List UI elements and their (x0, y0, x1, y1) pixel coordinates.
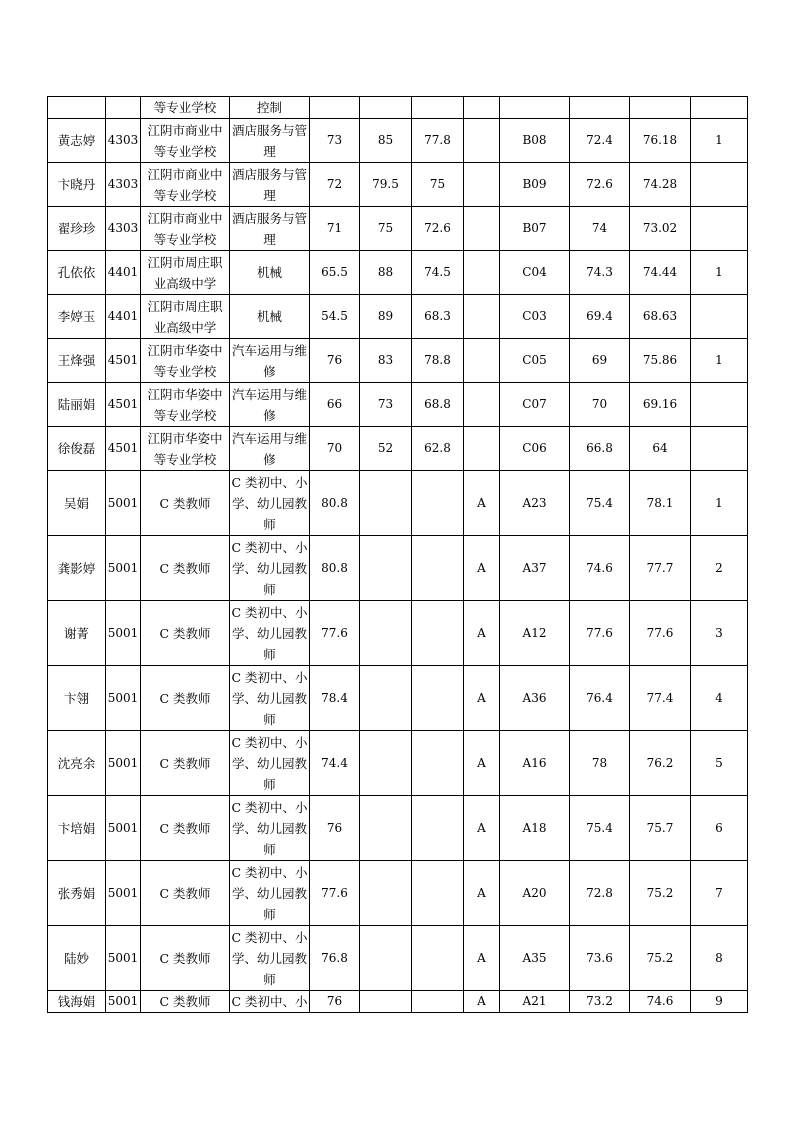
rank-cell: 2 (691, 536, 748, 601)
grade-cell: A (464, 471, 500, 536)
interview-score-cell: 72.4 (570, 119, 630, 163)
school-cell: C 类教师 (141, 731, 230, 796)
total-score-cell: 69.16 (630, 383, 691, 427)
total-score-cell (630, 97, 691, 119)
seat-number-cell: C07 (500, 383, 570, 427)
score-1-cell: 77.6 (310, 861, 360, 926)
rank-cell: 3 (691, 601, 748, 666)
score-1-cell: 78.4 (310, 666, 360, 731)
score-1-cell: 76.8 (310, 926, 360, 991)
candidate-name-cell: 陆妙 (48, 926, 106, 991)
score-3-cell: 77.8 (412, 119, 464, 163)
grade-cell (464, 163, 500, 207)
table-row (48, 991, 748, 1013)
total-score-cell: 73.02 (630, 207, 691, 251)
position-code-cell: 4303 (106, 207, 141, 251)
grade-cell (464, 207, 500, 251)
seat-number-cell: A18 (500, 796, 570, 861)
school-cell: C 类教师 (141, 666, 230, 731)
seat-number-cell: C05 (500, 339, 570, 383)
position-code-cell: 4401 (106, 251, 141, 295)
table-row (48, 536, 748, 601)
interview-score-cell: 75.4 (570, 796, 630, 861)
grade-cell (464, 251, 500, 295)
school-cell: C 类教师 (141, 796, 230, 861)
score-1-cell: 65.5 (310, 251, 360, 295)
interview-score-cell: 72.8 (570, 861, 630, 926)
total-score-cell: 77.4 (630, 666, 691, 731)
total-score-cell: 68.63 (630, 295, 691, 339)
score-3-cell (412, 97, 464, 119)
major-cell: 机械 (230, 295, 310, 339)
score-3-cell: 68.3 (412, 295, 464, 339)
score-2-cell (360, 471, 412, 536)
position-code-cell: 5001 (106, 536, 141, 601)
score-3-cell: 74.5 (412, 251, 464, 295)
rank-cell: 1 (691, 251, 748, 295)
grade-cell: A (464, 861, 500, 926)
rank-cell: 1 (691, 339, 748, 383)
rank-cell: 8 (691, 926, 748, 991)
score-3-cell (412, 861, 464, 926)
rank-cell: 6 (691, 796, 748, 861)
major-cell: 酒店服务与管理 (230, 119, 310, 163)
interview-score-cell: 77.6 (570, 601, 630, 666)
school-cell: 江阴市华姿中等专业学校 (141, 383, 230, 427)
score-1-cell: 70 (310, 427, 360, 471)
grade-cell: A (464, 796, 500, 861)
candidate-name-cell (48, 97, 106, 119)
grade-cell: A (464, 601, 500, 666)
grade-cell: A (464, 536, 500, 601)
score-2-cell: 83 (360, 339, 412, 383)
major-cell: C 类初中、小 (230, 991, 310, 1013)
grade-cell: A (464, 666, 500, 731)
position-code-cell: 4501 (106, 383, 141, 427)
score-2-cell (360, 97, 412, 119)
position-code-cell: 4303 (106, 163, 141, 207)
score-1-cell: 80.8 (310, 536, 360, 601)
table-row (48, 97, 748, 119)
seat-number-cell: B09 (500, 163, 570, 207)
total-score-cell: 74.44 (630, 251, 691, 295)
position-code-cell: 5001 (106, 731, 141, 796)
position-code-cell: 4303 (106, 119, 141, 163)
interview-score-cell: 78 (570, 731, 630, 796)
table-row (48, 119, 748, 163)
table-row (48, 601, 748, 666)
seat-number-cell: C03 (500, 295, 570, 339)
major-cell: C 类初中、小学、幼儿园教师 (230, 796, 310, 861)
candidate-name-cell: 徐俊磊 (48, 427, 106, 471)
candidate-name-cell: 陆丽娟 (48, 383, 106, 427)
results-table (47, 96, 748, 1013)
interview-score-cell: 74.6 (570, 536, 630, 601)
candidate-name-cell: 孔依依 (48, 251, 106, 295)
score-2-cell: 89 (360, 295, 412, 339)
position-code-cell: 5001 (106, 796, 141, 861)
score-3-cell (412, 666, 464, 731)
major-cell: 汽车运用与维修 (230, 427, 310, 471)
score-2-cell: 85 (360, 119, 412, 163)
score-3-cell (412, 601, 464, 666)
major-cell: C 类初中、小学、幼儿园教师 (230, 666, 310, 731)
rank-cell (691, 97, 748, 119)
school-cell: 江阴市华姿中等专业学校 (141, 427, 230, 471)
score-1-cell: 72 (310, 163, 360, 207)
interview-score-cell: 70 (570, 383, 630, 427)
total-score-cell: 77.6 (630, 601, 691, 666)
grade-cell (464, 383, 500, 427)
candidate-name-cell: 钱海娟 (48, 991, 106, 1013)
seat-number-cell: A12 (500, 601, 570, 666)
score-2-cell (360, 991, 412, 1013)
seat-number-cell: A35 (500, 926, 570, 991)
total-score-cell: 74.28 (630, 163, 691, 207)
seat-number-cell: A20 (500, 861, 570, 926)
score-3-cell (412, 536, 464, 601)
rank-cell: 1 (691, 471, 748, 536)
rank-cell (691, 383, 748, 427)
candidate-name-cell: 翟珍珍 (48, 207, 106, 251)
candidate-name-cell: 黄志婷 (48, 119, 106, 163)
grade-cell: A (464, 731, 500, 796)
score-2-cell (360, 536, 412, 601)
major-cell: C 类初中、小学、幼儿园教师 (230, 731, 310, 796)
position-code-cell: 5001 (106, 471, 141, 536)
school-cell: C 类教师 (141, 861, 230, 926)
total-score-cell: 74.6 (630, 991, 691, 1013)
table-row (48, 471, 748, 536)
rank-cell (691, 207, 748, 251)
score-1-cell: 66 (310, 383, 360, 427)
score-1-cell: 71 (310, 207, 360, 251)
school-cell: C 类教师 (141, 926, 230, 991)
interview-score-cell: 74.3 (570, 251, 630, 295)
score-1-cell: 76 (310, 339, 360, 383)
major-cell: C 类初中、小学、幼儿园教师 (230, 536, 310, 601)
grade-cell (464, 295, 500, 339)
major-cell: 汽车运用与维修 (230, 383, 310, 427)
major-cell: 控制 (230, 97, 310, 119)
total-score-cell: 64 (630, 427, 691, 471)
school-cell: 江阴市商业中等专业学校 (141, 207, 230, 251)
score-2-cell: 79.5 (360, 163, 412, 207)
score-1-cell: 77.6 (310, 601, 360, 666)
rank-cell: 5 (691, 731, 748, 796)
interview-score-cell: 74 (570, 207, 630, 251)
interview-score-cell: 73.2 (570, 991, 630, 1013)
rank-cell: 9 (691, 991, 748, 1013)
school-cell: C 类教师 (141, 601, 230, 666)
score-3-cell (412, 731, 464, 796)
position-code-cell: 5001 (106, 601, 141, 666)
score-1-cell: 73 (310, 119, 360, 163)
table-row (48, 383, 748, 427)
major-cell: C 类初中、小学、幼儿园教师 (230, 861, 310, 926)
score-2-cell: 88 (360, 251, 412, 295)
table-row (48, 163, 748, 207)
score-3-cell: 78.8 (412, 339, 464, 383)
table-row (48, 295, 748, 339)
school-cell: C 类教师 (141, 471, 230, 536)
major-cell: 酒店服务与管理 (230, 163, 310, 207)
school-cell: C 类教师 (141, 536, 230, 601)
rank-cell: 7 (691, 861, 748, 926)
seat-number-cell: B08 (500, 119, 570, 163)
candidate-name-cell: 王烽强 (48, 339, 106, 383)
score-3-cell: 75 (412, 163, 464, 207)
score-1-cell: 76 (310, 796, 360, 861)
grade-cell (464, 339, 500, 383)
position-code-cell: 5001 (106, 991, 141, 1013)
score-3-cell (412, 991, 464, 1013)
grade-cell (464, 427, 500, 471)
score-2-cell (360, 731, 412, 796)
interview-score-cell: 66.8 (570, 427, 630, 471)
total-score-cell: 76.18 (630, 119, 691, 163)
score-2-cell (360, 861, 412, 926)
total-score-cell: 78.1 (630, 471, 691, 536)
total-score-cell: 76.2 (630, 731, 691, 796)
score-2-cell (360, 796, 412, 861)
major-cell: 汽车运用与维修 (230, 339, 310, 383)
candidate-name-cell: 卞晓丹 (48, 163, 106, 207)
major-cell: 机械 (230, 251, 310, 295)
total-score-cell: 75.86 (630, 339, 691, 383)
candidate-name-cell: 张秀娟 (48, 861, 106, 926)
score-3-cell (412, 471, 464, 536)
seat-number-cell (500, 97, 570, 119)
school-cell: 江阴市商业中等专业学校 (141, 163, 230, 207)
rank-cell (691, 295, 748, 339)
position-code-cell: 4401 (106, 295, 141, 339)
score-1-cell: 54.5 (310, 295, 360, 339)
candidate-name-cell: 吴娟 (48, 471, 106, 536)
table-row (48, 339, 748, 383)
major-cell: C 类初中、小学、幼儿园教师 (230, 601, 310, 666)
interview-score-cell: 69 (570, 339, 630, 383)
seat-number-cell: A36 (500, 666, 570, 731)
score-2-cell: 75 (360, 207, 412, 251)
seat-number-cell: A23 (500, 471, 570, 536)
table-row (48, 796, 748, 861)
score-3-cell: 68.8 (412, 383, 464, 427)
table-row (48, 926, 748, 991)
rank-cell (691, 163, 748, 207)
position-code-cell: 5001 (106, 666, 141, 731)
position-code-cell (106, 97, 141, 119)
score-3-cell (412, 926, 464, 991)
grade-cell (464, 119, 500, 163)
seat-number-cell: C04 (500, 251, 570, 295)
rank-cell: 4 (691, 666, 748, 731)
table-row (48, 427, 748, 471)
score-2-cell (360, 926, 412, 991)
major-cell: 酒店服务与管理 (230, 207, 310, 251)
table-row (48, 861, 748, 926)
position-code-cell: 4501 (106, 339, 141, 383)
candidate-name-cell: 沈亮余 (48, 731, 106, 796)
table-row (48, 731, 748, 796)
score-1-cell (310, 97, 360, 119)
position-code-cell: 4501 (106, 427, 141, 471)
major-cell: C 类初中、小学、幼儿园教师 (230, 926, 310, 991)
score-3-cell: 62.8 (412, 427, 464, 471)
score-1-cell: 74.4 (310, 731, 360, 796)
interview-score-cell: 73.6 (570, 926, 630, 991)
score-3-cell: 72.6 (412, 207, 464, 251)
interview-score-cell (570, 97, 630, 119)
interview-score-cell: 75.4 (570, 471, 630, 536)
position-code-cell: 5001 (106, 926, 141, 991)
total-score-cell: 77.7 (630, 536, 691, 601)
candidate-name-cell: 卞翎 (48, 666, 106, 731)
school-cell: 等专业学校 (141, 97, 230, 119)
grade-cell (464, 97, 500, 119)
interview-score-cell: 69.4 (570, 295, 630, 339)
score-2-cell: 52 (360, 427, 412, 471)
interview-score-cell: 72.6 (570, 163, 630, 207)
candidate-name-cell: 卞培娟 (48, 796, 106, 861)
table-row (48, 251, 748, 295)
results-table-body (48, 97, 748, 1013)
total-score-cell: 75.7 (630, 796, 691, 861)
seat-number-cell: C06 (500, 427, 570, 471)
school-cell: 江阴市华姿中等专业学校 (141, 339, 230, 383)
position-code-cell: 5001 (106, 861, 141, 926)
score-2-cell (360, 666, 412, 731)
score-2-cell (360, 601, 412, 666)
grade-cell: A (464, 926, 500, 991)
school-cell: C 类教师 (141, 991, 230, 1013)
interview-score-cell: 76.4 (570, 666, 630, 731)
seat-number-cell: B07 (500, 207, 570, 251)
candidate-name-cell: 谢菁 (48, 601, 106, 666)
score-1-cell: 80.8 (310, 471, 360, 536)
school-cell: 江阴市周庄职业高级中学 (141, 251, 230, 295)
rank-cell: 1 (691, 119, 748, 163)
score-2-cell: 73 (360, 383, 412, 427)
seat-number-cell: A21 (500, 991, 570, 1013)
major-cell: C 类初中、小学、幼儿园教师 (230, 471, 310, 536)
candidate-name-cell: 龚影婷 (48, 536, 106, 601)
grade-cell: A (464, 991, 500, 1013)
table-row (48, 207, 748, 251)
school-cell: 江阴市商业中等专业学校 (141, 119, 230, 163)
score-3-cell (412, 796, 464, 861)
candidate-name-cell: 李婷玉 (48, 295, 106, 339)
school-cell: 江阴市周庄职业高级中学 (141, 295, 230, 339)
table-row (48, 666, 748, 731)
seat-number-cell: A16 (500, 731, 570, 796)
total-score-cell: 75.2 (630, 861, 691, 926)
rank-cell (691, 427, 748, 471)
seat-number-cell: A37 (500, 536, 570, 601)
total-score-cell: 75.2 (630, 926, 691, 991)
score-1-cell: 76 (310, 991, 360, 1013)
